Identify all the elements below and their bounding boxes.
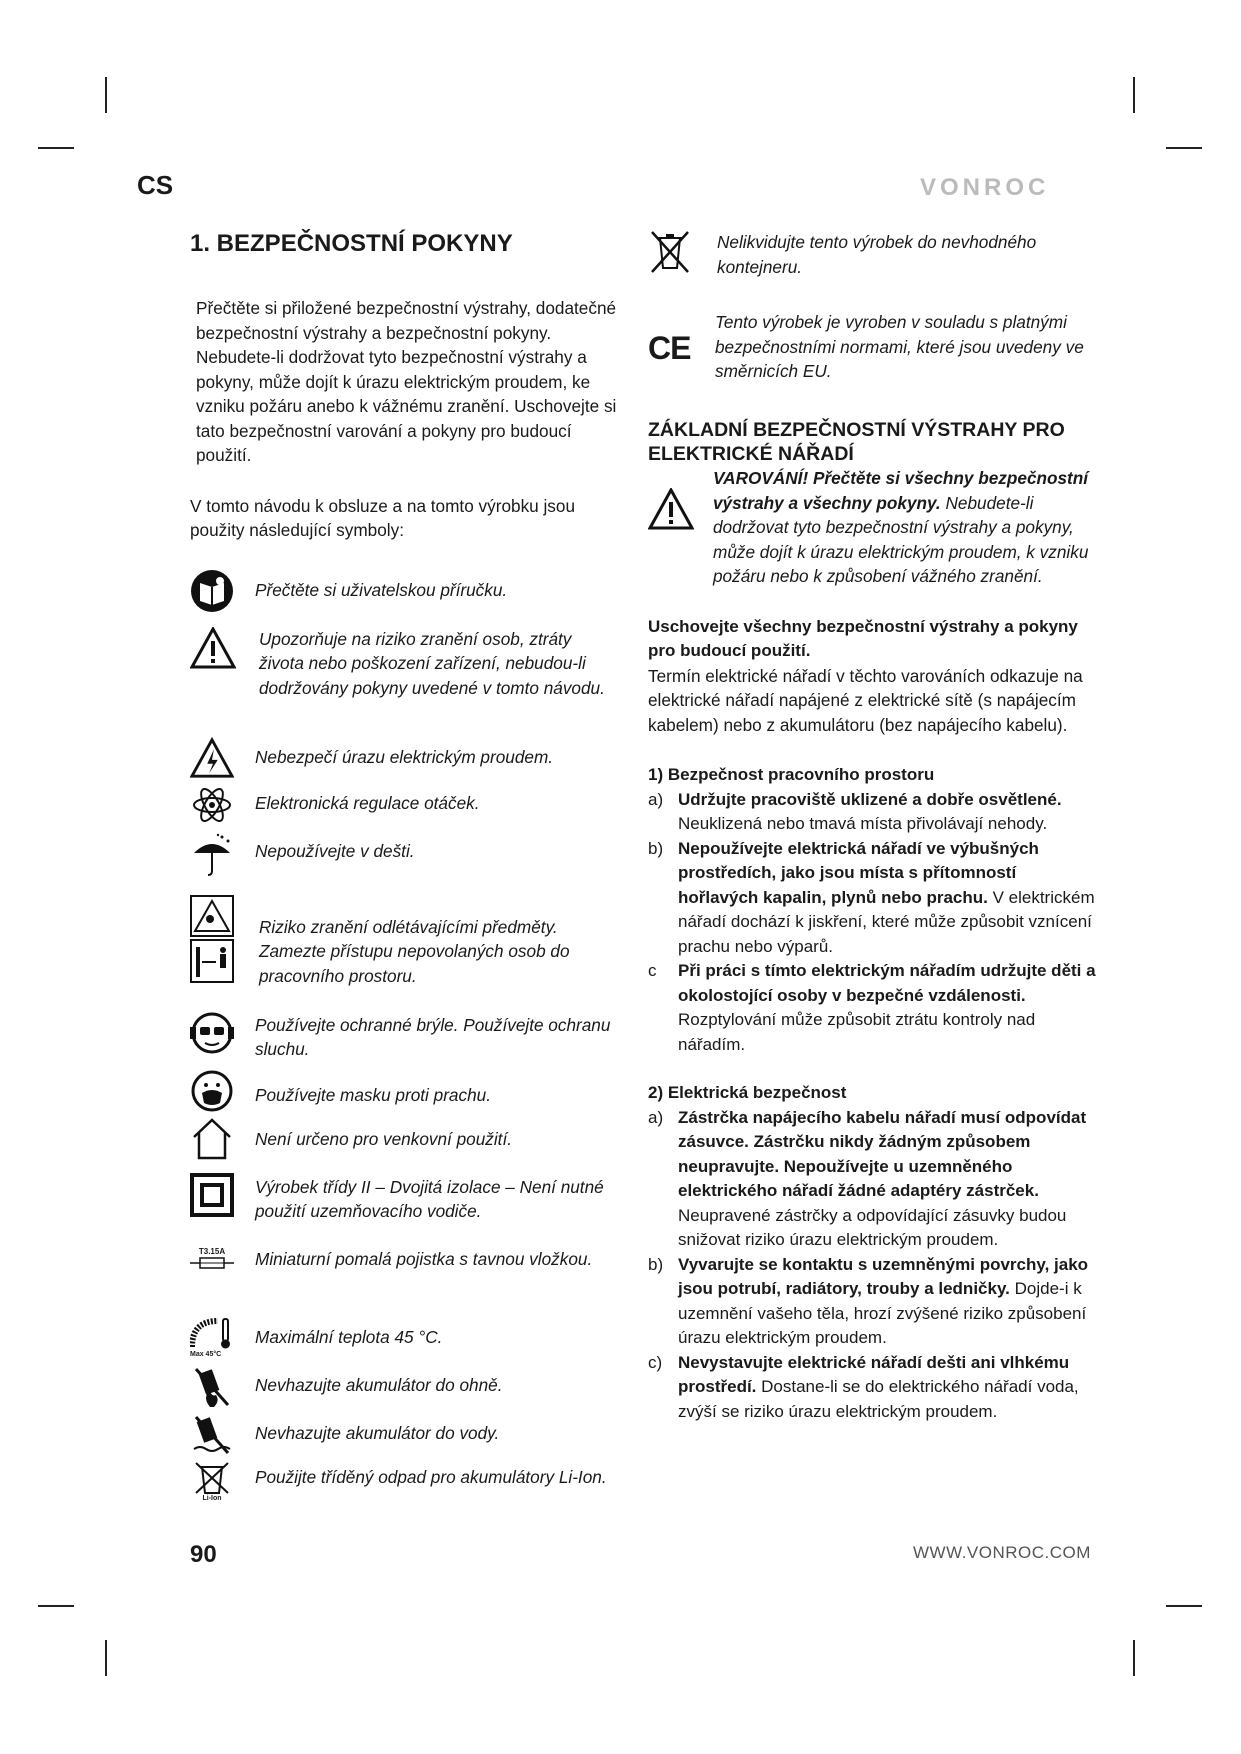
- ce-mark-icon: [648, 310, 696, 374]
- symbol-text: Nepoužívejte v dešti.: [255, 840, 415, 861]
- symbol-row: [190, 569, 620, 617]
- term-paragraph: Termín elektrické nářadí v těchto varováních odkazuje na elektrické nářadí napájené z elektrické sítě (s napájecím kabelem) nebo z akumulátoru (bez napájecího kabelu).: [648, 665, 1083, 735]
- list-bold: Při práci s tímto elektrickým nářadím udržujte děti a okolostojící osoby v bezpečné vzdálenosti.: [678, 961, 1096, 1005]
- list-letter: a): [648, 789, 664, 809]
- language-code: CS: [137, 170, 174, 200]
- symbol-row: [190, 1117, 620, 1167]
- list-text: Neupravené zástrčky a odpovídající zásuvky budou snižovat riziko úrazu elektrickým proudem.: [678, 1205, 1067, 1249]
- crop-mark: [38, 1605, 74, 1607]
- dust-mask-icon: [190, 1069, 238, 1113]
- list-text: V elektrickém nářadí dochází k jiskření, které může způsobit vznícení prachu nebo výparů.: [678, 887, 1095, 956]
- symbol-row: [190, 785, 620, 833]
- intro-paragraph: Přečtěte si přiložené bezpečnostní výstrahy, dodatečné bezpečnostní výstrahy a bezpečnostní pokyny. Nebudete-li dodržovat tyto bezpečnostní výstrahy a pokyny, může dojít k úrazu elektrickým proudem, ke vzniku požáru anebo k vážnému zranění. Uschovejte si tato bezpečnostní varování a pokyny pro budoucí použití.: [196, 298, 617, 465]
- symbol-text: Upozorňuje na riziko zranění osob, ztráty života nebo poškození zařízení, nebudou-li dodržovány pokyny uvedené v tomto návodu.: [259, 628, 605, 698]
- symbol-row: [190, 1245, 620, 1317]
- page-number: 90: [190, 1541, 217, 1568]
- crop-mark: [1166, 1605, 1202, 1607]
- crop-mark: [38, 147, 74, 149]
- max-temp-label: Max 45°C: [190, 1350, 222, 1358]
- list-item: [648, 959, 1098, 1057]
- list-bold: Nevystavujte elektrické nářadí dešti ani vlhkému prostředí.: [678, 1352, 1070, 1396]
- fuse-label: T3.15A: [198, 1246, 226, 1256]
- symbol-text: Přečtěte si uživatelskou příručku.: [255, 579, 508, 600]
- list-content: [678, 1106, 1098, 1253]
- list-item: [648, 1106, 1098, 1253]
- list-content: [678, 959, 1098, 1057]
- symbol-row: [190, 627, 620, 737]
- crop-mark: [1166, 147, 1202, 149]
- list-content: [678, 837, 1098, 960]
- list-item: [648, 1253, 1098, 1351]
- crop-mark: [1133, 77, 1135, 113]
- list-text: Neuklizená nebo tmavá místa přivolávají nehody.: [678, 814, 1048, 833]
- list-letter: a): [648, 1107, 664, 1127]
- symbol-text: Maximální teplota 45 °C.: [255, 1326, 443, 1347]
- no-fire-battery-icon: [190, 1365, 238, 1409]
- crop-mark: [1133, 1640, 1135, 1676]
- list-bold: Nepoužívejte elektrická nářadí ve výbušných prostředích, jako jsou místa s přítomností hořlavých kapalin, plynů nebo prachu.: [678, 838, 1039, 907]
- section-title: 1. BEZPEČNOSTNÍ POKYNY: [190, 230, 513, 257]
- weee-bin-icon: [648, 230, 696, 274]
- list-item: [648, 1351, 1098, 1425]
- symbol-text: Riziko zranění odlétávajícími předměty. Zamezte přístupu nepovolaných osob do pracovního prostoru.: [259, 916, 570, 986]
- symbol-row: [648, 310, 1098, 414]
- symbol-text: Výrobek třídy II – Dvojitá izolace – Není nutné použití uzemňovacího vodiče.: [255, 1176, 604, 1221]
- symbol-row: [190, 1173, 620, 1245]
- manual-icon: [190, 569, 238, 613]
- list-text: Dojde-i k uzemnění vašeho těla, hrozí zvýšené riziko způsobení úrazu elektrickým proudem.: [678, 1279, 1087, 1347]
- list-bold: Vyvarujte se kontaktu s uzemněnými povrchy, jako jsou potrubí, radiátory, trouby a ledničky.: [678, 1254, 1089, 1298]
- class-ii-icon: [190, 1173, 238, 1217]
- ce-mark-label: CE: [648, 330, 691, 366]
- symbol-text: Nelikvidujte tento výrobek do nevhodného kontejneru.: [717, 232, 1037, 277]
- symbol-text: Není určeno pro venkovní použití.: [255, 1128, 513, 1149]
- left-column: [190, 230, 620, 1513]
- warning-triangle-icon: [648, 488, 696, 532]
- list-text: Rozptylování může způsobit ztrátu kontroly nad nářadím.: [678, 1010, 1036, 1054]
- crop-mark: [105, 77, 107, 113]
- li-ion-label: Li-Ion: [202, 1494, 222, 1502]
- symbol-row: [190, 895, 620, 1003]
- warning-block: [648, 466, 1098, 589]
- electric-shock-icon: [190, 737, 238, 781]
- list-bold: Zástrčka napájecího kabelu nářadí musí odpovídat zásuvce. Zástrčku nikdy žádným způsobem neupravujte. Nepoužívejte u uzemněného elektrického nářadí žádné adaptéry zástrček.: [678, 1107, 1087, 1200]
- right-column: [648, 230, 1098, 1424]
- fuse-icon: [190, 1245, 238, 1289]
- flying-objects-icon: [190, 895, 238, 985]
- list-content: [678, 1253, 1098, 1351]
- list-letter: c: [648, 961, 657, 980]
- crop-mark: [105, 1640, 107, 1676]
- symbol-text: Nebezpečí úrazu elektrickým proudem.: [255, 746, 554, 767]
- list-item: [648, 788, 1098, 837]
- list-item: [648, 837, 1098, 960]
- symbol-text: Elektronická regulace otáček.: [255, 792, 480, 813]
- symbol-text: Používejte masku proti prachu.: [255, 1084, 491, 1105]
- warning-rest: Nebudete-li dodržovat tyto bezpečnostní výstrahy a pokyny, může dojít k úrazu elektrickým proudem, k vzniku požáru nebo k způsobení vážného zranění.: [713, 492, 1089, 586]
- symbol-row: [190, 1317, 620, 1365]
- symbol-row: [190, 1413, 620, 1461]
- no-water-battery-icon: [190, 1413, 238, 1457]
- symbol-text: Nevhazujte akumulátor do vody.: [255, 1422, 500, 1443]
- symbol-row: [190, 1365, 620, 1413]
- section-heading: 2) Elektrická bezpečnost: [648, 1083, 847, 1102]
- list-content: [678, 1351, 1098, 1425]
- list-content: [678, 788, 1098, 837]
- list-letter: c): [648, 1352, 663, 1372]
- section-heading: 1) Bezpečnost pracovního prostoru: [648, 765, 935, 784]
- max-temp-icon: [190, 1317, 238, 1361]
- symbol-text: Tento výrobek je vyroben v souladu s platnými bezpečnostními normami, které jsou uvedeny ve směrnicích EU.: [715, 312, 1084, 381]
- symbol-row: [648, 230, 1098, 294]
- symbols-intro: V tomto návodu k obsluze a na tomto výrobku jsou použity následující symboly:: [190, 495, 576, 540]
- list-letter: b): [648, 838, 664, 858]
- symbol-row: [190, 737, 620, 785]
- brand-logo: VONROC: [920, 174, 1050, 201]
- symbol-row: [190, 1069, 620, 1117]
- li-ion-recycle-icon: [190, 1461, 238, 1505]
- symbol-row: [190, 1011, 620, 1069]
- symbol-row: [190, 1461, 620, 1513]
- symbol-text: Používejte ochranné brýle. Používejte ochranu sluchu.: [255, 1014, 611, 1059]
- list-text: Dostane-li se do elektrického nářadí voda, zvýší se riziko úrazu elektrickým proudem.: [678, 1377, 1079, 1421]
- keep-instructions: Uschovejte všechny bezpečnostní výstrahy a pokyny pro budoucí použití.: [648, 616, 1078, 660]
- symbol-text: Miniaturní pomalá pojistka s tavnou vložkou.: [255, 1248, 593, 1269]
- symbol-text: Použijte tříděný odpad pro akumulátory Li-Ion.: [255, 1466, 607, 1487]
- indoor-house-icon: [190, 1117, 238, 1161]
- warning-triangle-icon: [190, 627, 238, 671]
- list-letter: b): [648, 1254, 664, 1274]
- goggles-ear-protection-icon: [190, 1011, 238, 1055]
- list-bold: Udržujte pracoviště uklizené a dobře osvětlené.: [678, 789, 1062, 809]
- warning-bold: VAROVÁNÍ! Přečtěte si všechny bezpečnostní výstrahy a všechny pokyny.: [713, 468, 1089, 513]
- footer-url[interactable]: WWW.VONROC.COM: [913, 1543, 1091, 1562]
- warning-text: [713, 466, 1098, 589]
- safety-heading: ZÁKLADNÍ BEZPEČNOSTNÍ VÝSTRAHY PRO ELEKTRICKÉ NÁŘADÍ: [648, 419, 1065, 465]
- symbol-row: [190, 833, 620, 895]
- symbol-text: Nevhazujte akumulátor do ohně.: [255, 1374, 503, 1395]
- electronic-speed-icon: [190, 785, 238, 829]
- umbrella-rain-icon: [190, 833, 238, 877]
